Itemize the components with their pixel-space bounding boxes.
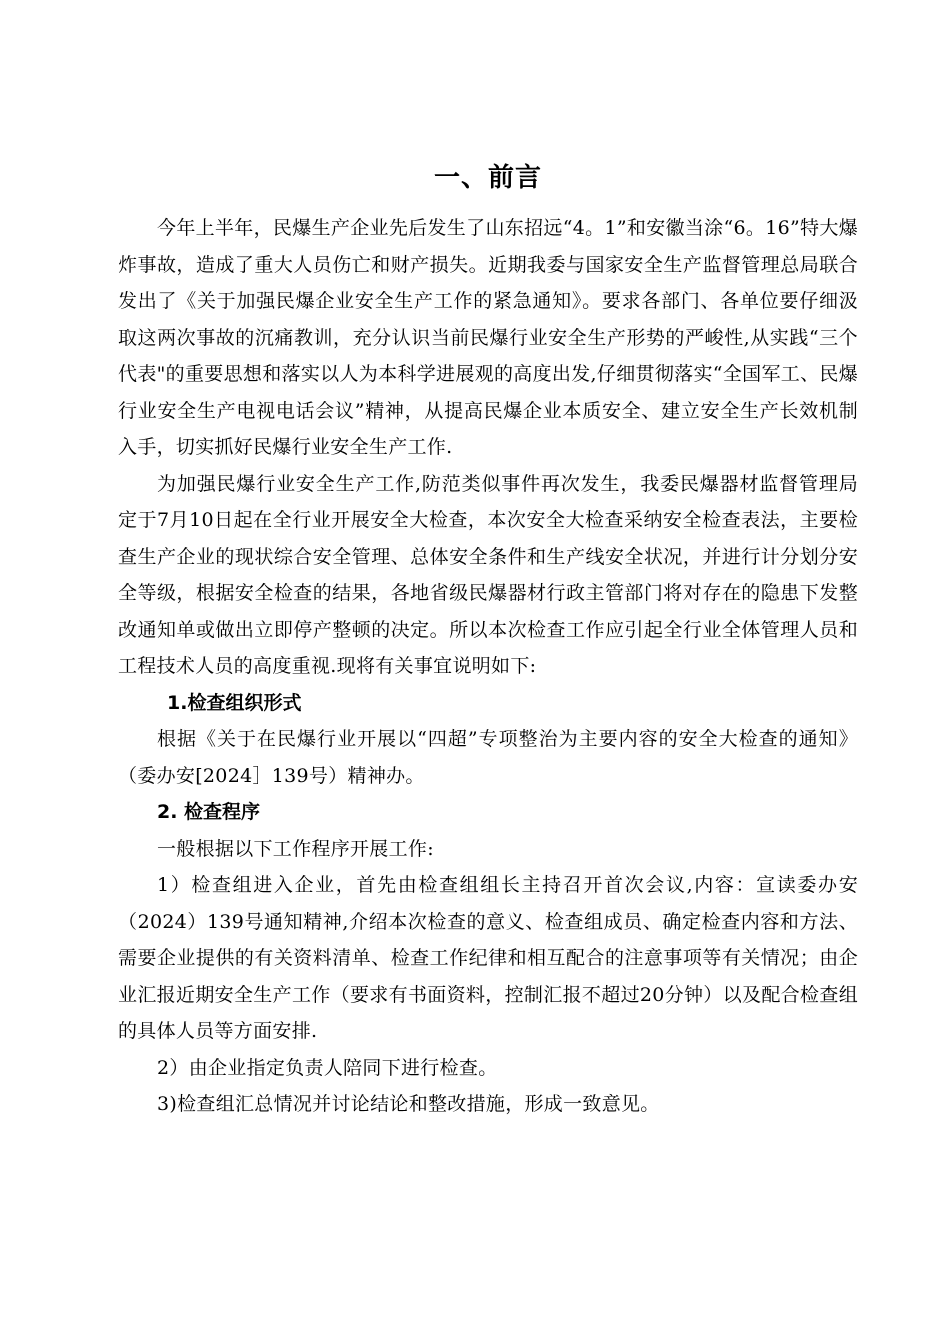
paragraph-procedure-intro: 一般根据以下工作程序开展工作:	[157, 837, 434, 860]
heading-inspection-procedure: 2. 检查程序	[157, 801, 261, 823]
paragraph-procedure-step-1: 1）检查组进入企业，首先由检查组组长主持召开首次会议,内容：宣读委办安（2024）139号通知精神,介绍本次检查的意义、检查组成员、确定检查内容和方法、需要企业提供的有关资料清单、检查工作纪律和相互配合的注意事项等有关情况；由企业汇报近期安全生产工作（要求有书面资料，控制汇报不超过20分钟）以及配合检查组的具体人员等方面安排.	[118, 874, 858, 1042]
paragraph-intro: 今年上半年，民爆生产企业先后发生了山东招远“4。1”和安徽当涂“6。16”特大爆炸事故，造成了重大人员伤亡和财产损失。近期我委与国家安全生产监督管理总局联合发出了《关于加强民爆企业安全生产工作的紧急通知》。要求各部门、各单位要仔细汲取这两次事故的沉痛教训，充分认识当前民爆行业安全生产形势的严峻性,从实践“三个代表"的重要思想和落实以人为本科学进展观的高度出发,仔细贯彻落实“全国军工、民爆行业安全生产电视电话会议”精神，从提高民爆企业本质安全、建立安全生产长效机制入手，切实抓好民爆行业安全生产工作.	[118, 217, 858, 458]
paragraph-inspection-purpose: 为加强民爆行业安全生产工作,防范类似事件再次发生，我委民爆器材监督管理局定于7月10日起在全行业开展安全大检查，本次安全大检查采纳安全检查表法，主要检查生产企业的现状综合安全管理、总体安全条件和生产线安全状况，并进行计分划分安全等级，根据安全检查的结果，各地省级民爆器材行政主管部门将对存在的隐患下发整改通知单或做出立即停产整顿的决定。所以本次检查工作应引起全行业全体管理人员和工程技术人员的高度重视.现将有关事宜说明如下:	[118, 472, 858, 677]
document-title: 一、前言	[433, 163, 542, 193]
document-page	[118, 150, 858, 1123]
heading-inspection-organization: 1.检查组织形式	[167, 691, 302, 714]
paragraph-procedure-step-3: 3)检查组汇总情况并讨论结论和整改措施，形成一致意见。	[157, 1093, 660, 1115]
paragraph-organization-basis: 根据《关于在民爆行业开展以“四超”专项整治为主要内容的安全大检查的通知》（委办安[2024］139号）精神办。	[118, 728, 858, 787]
paragraph-procedure-step-2: 2）由企业指定负责人陪同下进行检查。	[157, 1056, 498, 1079]
